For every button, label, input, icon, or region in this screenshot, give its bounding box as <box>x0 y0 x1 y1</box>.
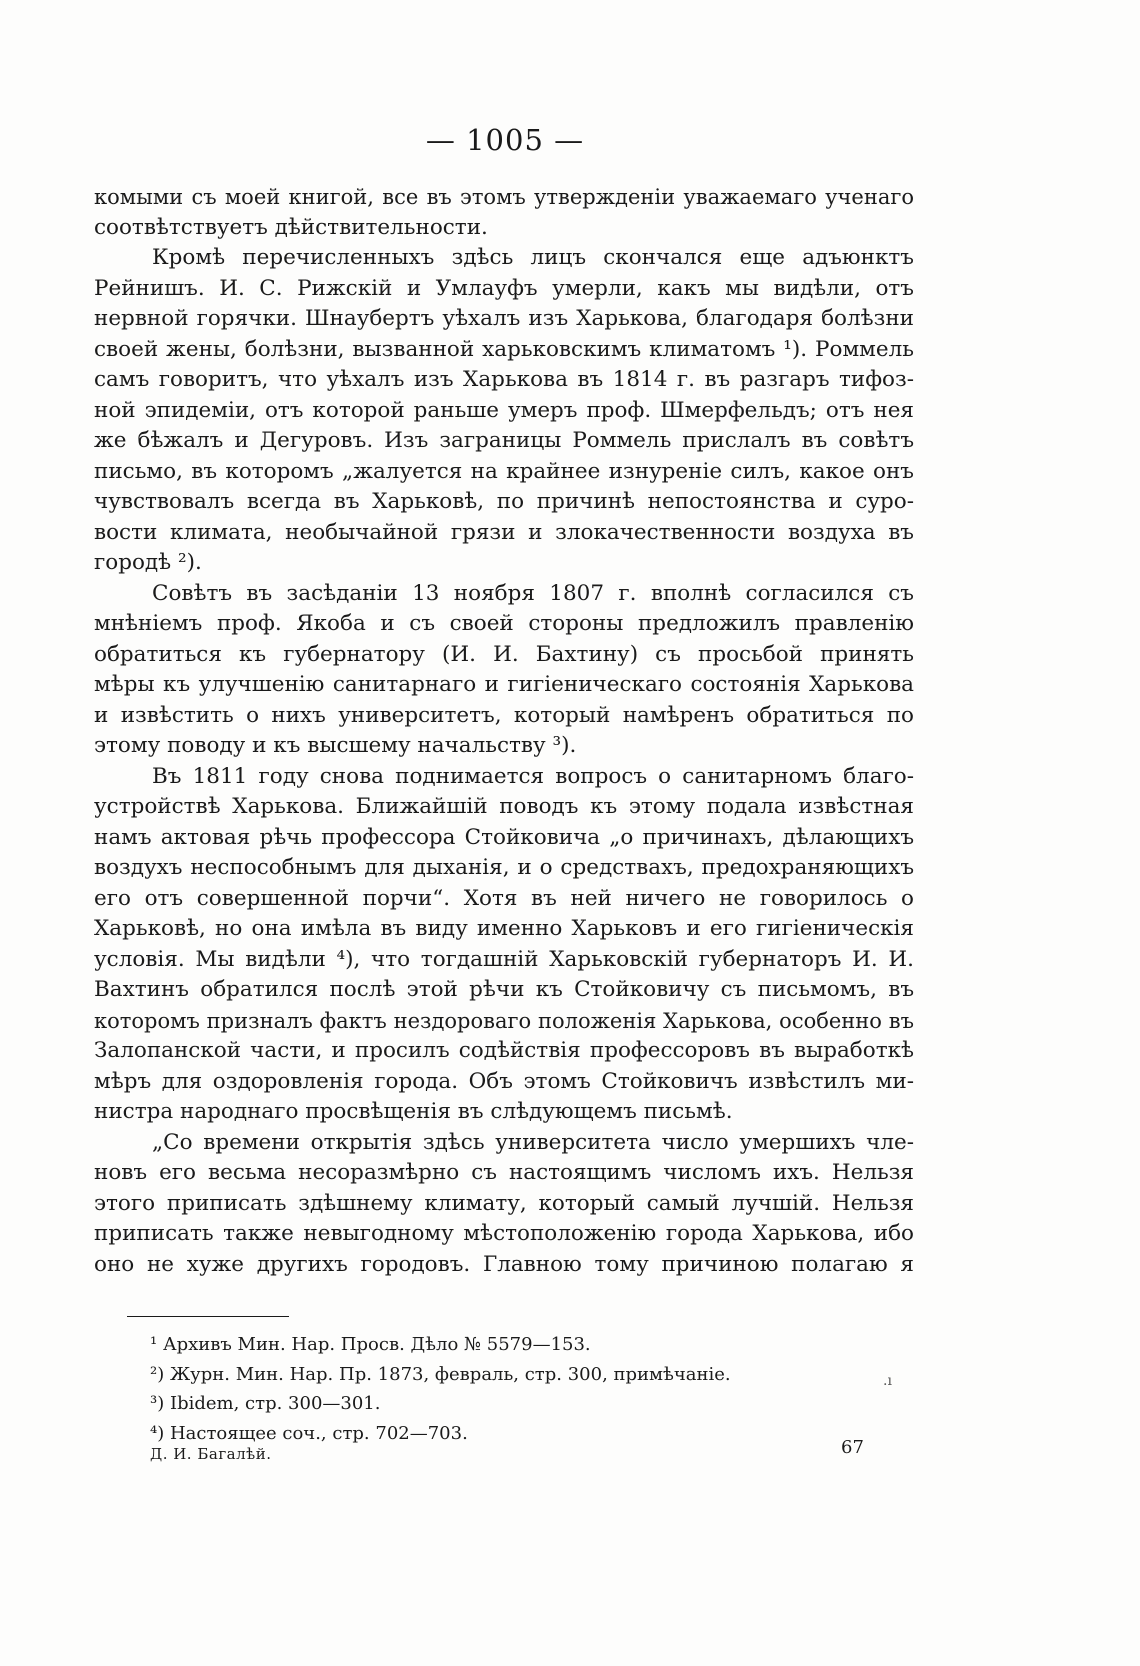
text-line: новъ его весьма несоразмѣрно съ настоящимъ числомъ ихъ. Нельзя <box>94 1160 914 1185</box>
footer-signature-mark: 67 <box>841 1437 864 1458</box>
text-line: соотвѣтствуетъ дѣйствительности. <box>94 214 488 240</box>
page-number: — 1005 — <box>425 123 585 157</box>
text-line: письмо, въ которомъ „жалуется на крайнее изнуреніе силъ, какое онъ <box>94 458 914 484</box>
footer-author: Д. И. Багалѣй. <box>150 1445 272 1463</box>
text-line: Совѣтъ въ засѣданіи 13 ноября 1807 г. вполнѣ согласился съ <box>152 580 914 606</box>
text-line: городѣ ²). <box>94 550 202 575</box>
text-line: приписать также невыгодному мѣстоположенію города Харькова, ибо <box>94 1221 914 1246</box>
text-line: ной эпидеміи, отъ которой раньше умеръ проф. Шмерфельдъ; отъ нея <box>94 397 914 423</box>
text-line: оно не хуже другихъ городовъ. Главною тому причиною полагаю я <box>94 1251 914 1277</box>
text-line: своей жены, болѣзни, вызванной харьковскимъ климатомъ ¹). Роммель <box>94 336 914 362</box>
text-line: Харьковѣ, но она имѣла въ виду именно Харьковъ и его гигіеническія <box>94 916 914 941</box>
text-line: нервной горячки. Шнаубертъ уѣхалъ изъ Харькова, благодаря болѣзни <box>94 306 914 331</box>
text-line: воздухъ неспособнымъ для дыханія, и о средствахъ, предохраняющихъ <box>94 855 914 880</box>
footnote: ³) Ibidem, стр. 300—301. <box>150 1393 381 1414</box>
text-line: же бѣжалъ и Дегуровъ. Изъ заграницы Роммель прислалъ въ совѣтъ <box>94 428 914 453</box>
text-line: которомъ призналъ фактъ нездороваго положенія Харькова, особенно въ <box>94 1008 914 1033</box>
footnotes <box>150 1330 850 1448</box>
text-line: Вахтинъ обратился послѣ этой рѣчи къ Стойковичу съ письмомъ, въ <box>94 977 914 1002</box>
text-line: комыми съ моей книгой, все въ этомъ утвержденіи уважаемаго ученаго <box>94 185 914 209</box>
footnote-divider <box>127 1316 289 1317</box>
text-line: Рейнишъ. И. С. Рижскій и Умлауфъ умерли, какъ мы видѣли, отъ <box>94 275 914 301</box>
text-line: обратиться къ губернатору (И. И. Бахтину) съ просьбой принять <box>94 641 914 667</box>
text-line: этому поводу и къ высшему начальству ³). <box>94 733 577 758</box>
footnote: ⁴) Настоящее соч., стр. 702—703. <box>150 1422 468 1444</box>
text-line: намъ актовая рѣчь профессора Стойковича „о причинахъ, дѣлающихъ <box>94 824 914 850</box>
text-line: и извѣстить о нихъ университетъ, который намѣренъ обратиться по <box>94 702 914 728</box>
text-line: этого приписать здѣшнему климату, который самый лучшій. Нельзя <box>94 1190 914 1216</box>
text-line: „Со времени открытія здѣсь университета число умершихъ чле- <box>152 1129 914 1155</box>
text-line: мнѣніемъ проф. Якоба и съ своей стороны предложилъ правленію <box>94 611 914 636</box>
text-line: Кромѣ перечисленныхъ здѣсь лицъ скончался еще адъюнктъ <box>152 245 914 270</box>
text-line: мѣръ для оздоровленія города. Объ этомъ Стойковичъ извѣстилъ ми- <box>94 1068 914 1094</box>
text-line: устройствѣ Харькова. Ближайшій поводъ къ этому подала извѣстная <box>94 794 914 819</box>
text-line: Залопанской части, и просилъ содѣйствія профессоровъ въ выработкѣ <box>94 1038 914 1063</box>
text-line: самъ говоритъ, что уѣхалъ изъ Харькова въ 1814 г. въ разгаръ тифоз- <box>94 367 914 392</box>
text-line: вости климата, необычайной грязи и злокачественности воздуха въ <box>94 519 914 545</box>
footnote: ²) Журн. Мин. Нар. Пр. 1873, февраль, стр. 300, примѣчаніе. <box>150 1363 731 1385</box>
text-line: его отъ совершенной порчи“. Хотя въ ней ничего не говорилось о <box>94 885 914 911</box>
print-speck: .ı <box>883 1373 892 1389</box>
text-line: нистра народнаго просвѣщенія въ слѣдующемъ письмѣ. <box>94 1099 733 1124</box>
footnote: ¹ Архивъ Мин. Нар. Просв. Дѣло № 5579—153. <box>150 1334 591 1355</box>
text-line: мѣры къ улучшенію санитарнаго и гигіеническаго состоянія Харькова <box>94 672 914 697</box>
text-line: чувствовалъ всегда въ Харьковѣ, по причинѣ непостоянства и суро- <box>94 489 914 514</box>
body-text <box>94 182 914 1280</box>
text-line: условія. Мы видѣли ⁴), что тогдашній Харьковскій губернаторъ И. И. <box>94 946 914 972</box>
text-line: Въ 1811 году снова поднимается вопросъ о санитарномъ благо- <box>152 763 914 789</box>
